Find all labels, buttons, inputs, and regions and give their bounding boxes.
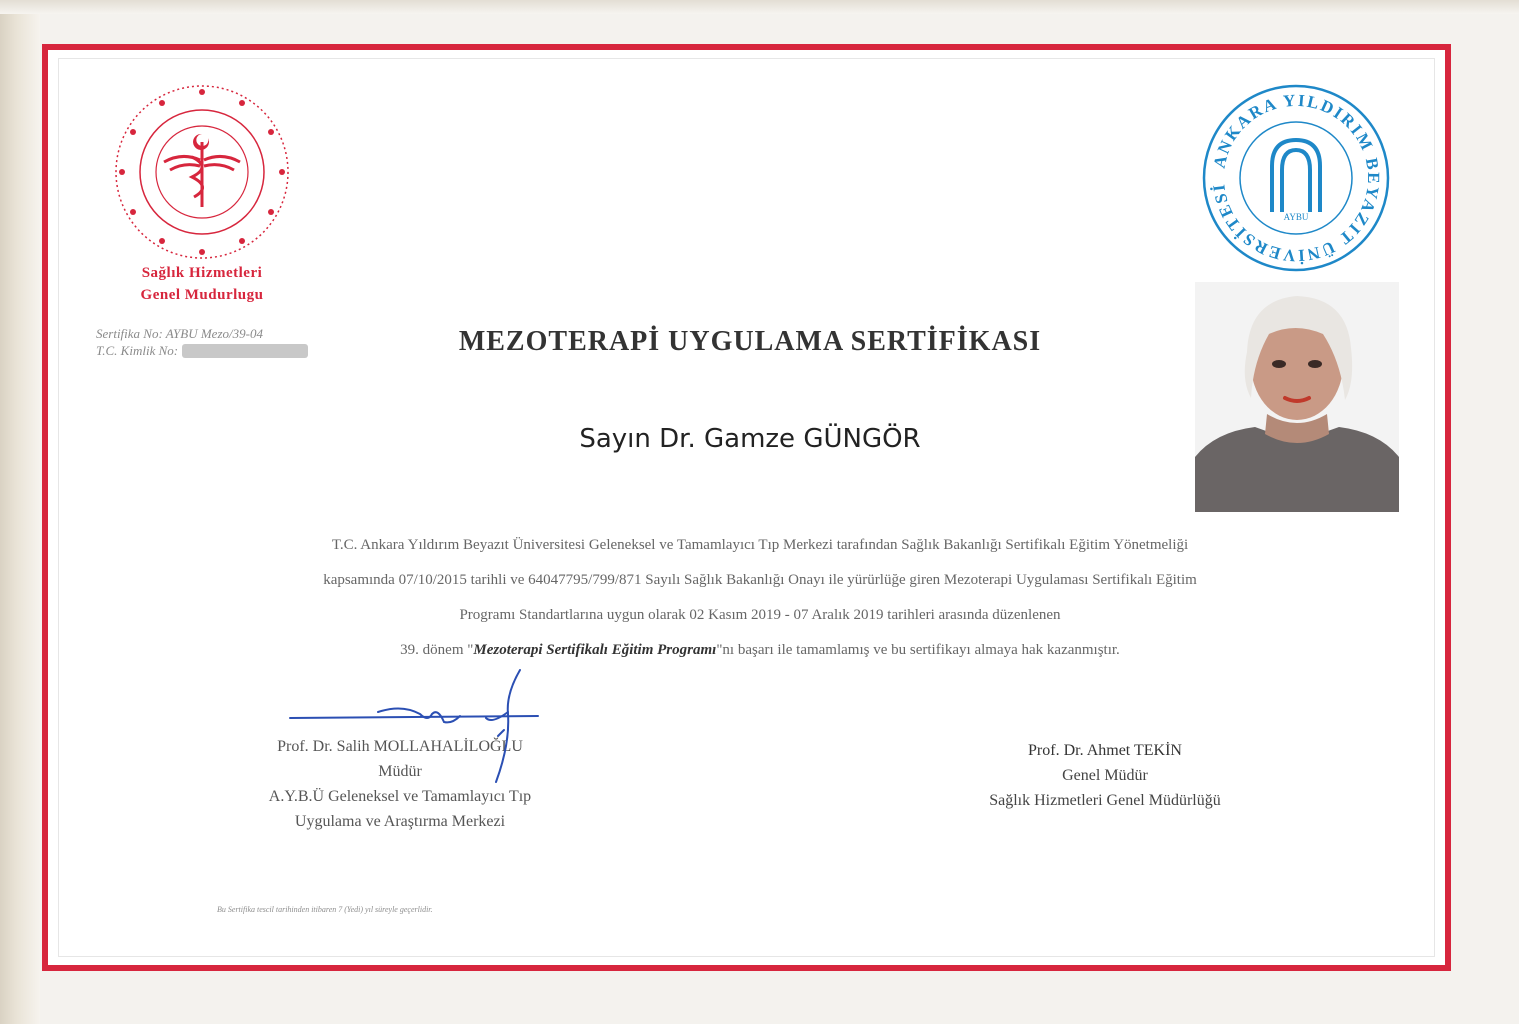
tc-kimlik-label: T.C. Kimlik No: (96, 343, 179, 358)
certificate-meta (96, 325, 308, 359)
ministry-caption-line2: Genel Mudurlugu (140, 287, 264, 303)
body-line-4 (130, 633, 1390, 668)
signatory-left-role: Müdür (378, 763, 422, 780)
ministry-caption (92, 262, 312, 306)
signatory-left-name: Prof. Dr. Salih MOLLAHALİLOĞLU (277, 738, 523, 755)
aybu-university-seal-icon (1200, 82, 1392, 274)
body-line-4-prefix: 39. dönem " (400, 642, 474, 658)
certificate-number: Sertifika No: AYBU Mezo/39-04 (96, 326, 263, 341)
signatory-right-role: Genel Müdür (1062, 767, 1148, 784)
paper-left-edge (0, 0, 40, 1024)
svg-text:ANKARA YILDIRIM BEYAZIT ÜNİVER (1209, 91, 1383, 266)
signatory-left-org2: Uygulama ve Araştırma Merkezi (294, 813, 506, 830)
tc-kimlik-row (96, 342, 308, 359)
university-abbr: AYBU (1283, 212, 1309, 222)
signatory-right (880, 738, 1330, 813)
body-line-1: T.C. Ankara Yıldırım Beyazıt Üniversitesi Geleneksel ve Tamamlayıcı Tıp Merkezi tarafından Sağlık Bakanlığı Sertifikalı Eğitim Yönetmeliği (331, 537, 1189, 553)
ministry-of-health-seal-icon (112, 82, 292, 262)
university-ring-text: ANKARA YILDIRIM BEYAZIT ÜNİVERSİTESİ (1209, 90, 1384, 266)
recipient-name: Sayın Dr. Gamze GÜNGÖR (579, 424, 921, 454)
signatory-left (200, 734, 600, 834)
certificate-title: MEZOTERAPİ UYGULAMA SERTİFİKASI (458, 326, 1042, 357)
ministry-caption-line1: Sağlık Hizmetleri (141, 265, 263, 281)
certificate-body (130, 528, 1390, 668)
body-line-2: kapsamında 07/10/2015 tarihli ve 64047795/799/871 Sayılı Sağlık Bakanlığı Onayı ile yürürlüğe giren Mezoterapi Uygulaması Sertifikalı Eğitim (323, 572, 1197, 588)
body-line-4-suffix: "nı başarı ile tamamlamış ve bu sertifikayı almaya hak kazanmıştır. (716, 642, 1120, 658)
program-name: Mezoterapi Sertifikalı Eğitim Programı (473, 642, 717, 658)
signatory-right-name: Prof. Dr. Ahmet TEKİN (1028, 742, 1182, 759)
signatory-left-org1: A.Y.B.Ü Geleneksel ve Tamamlayıcı Tıp (268, 788, 532, 805)
redacted-id-block (182, 344, 308, 358)
paper-top-edge (0, 0, 1519, 14)
recipient-portrait-icon (1195, 282, 1399, 512)
recipient-photo (1195, 282, 1399, 512)
body-line-3: Programı Standartlarına uygun olarak 02 Kasım 2019 - 07 Aralık 2019 tarihleri arasında düzenlenen (459, 607, 1061, 623)
signatory-right-org: Sağlık Hizmetleri Genel Müdürlüğü (989, 792, 1221, 809)
validity-note: Bu Sertifika tescil tarihinden itibaren 7 (Yedi) yıl süreyle geçerlidir. (217, 905, 433, 914)
